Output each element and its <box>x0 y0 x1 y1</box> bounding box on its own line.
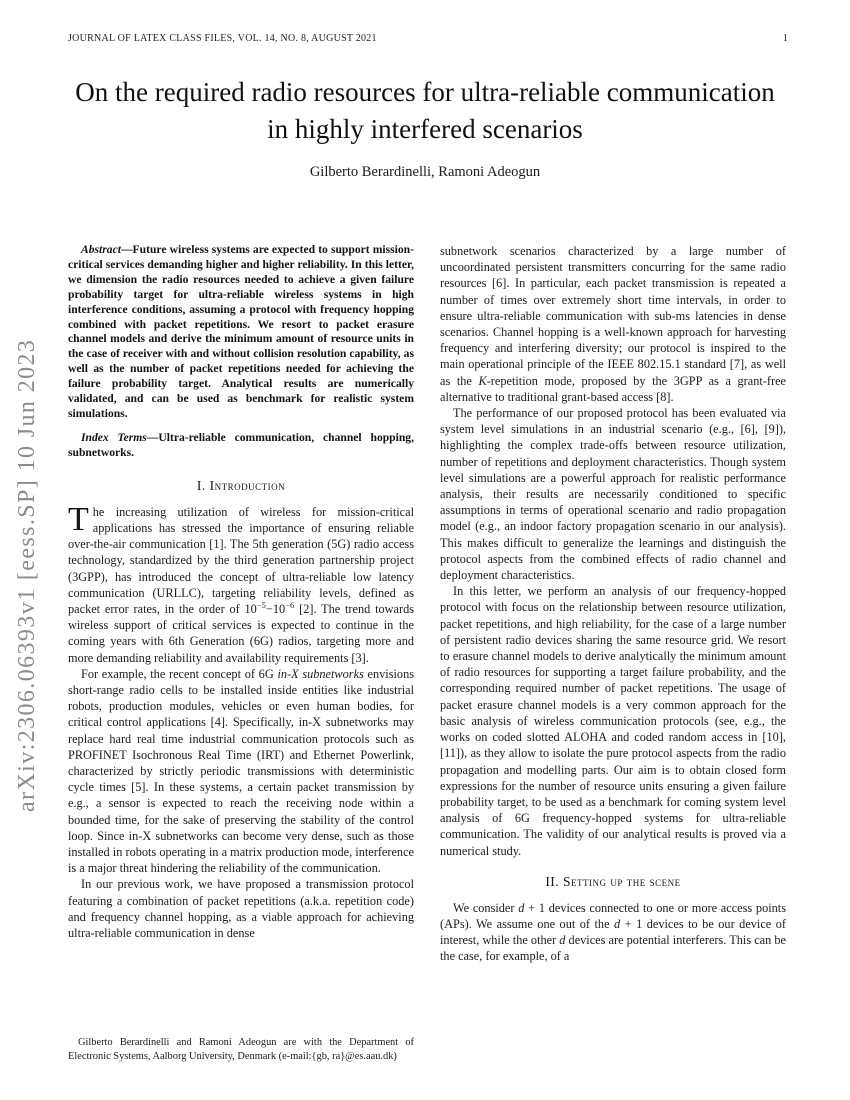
author-footnote: Gilberto Berardinelli and Ramoni Adeogun are with the Department of Electronic Systems, Aalborg University, Denmark (e-mail:{gb, ra}@es.aau.dk) <box>68 1037 414 1062</box>
paragraph-intro-3: In our previous work, we have proposed a transmission protocol featuring a combination of packet repetitions (a.k.a. repetition code) and frequency channel hopping, as a viable approach for achieving ultra-reliable communication in dense <box>68 877 414 940</box>
two-column-body <box>68 243 786 1065</box>
page-number: 1 <box>782 33 788 44</box>
index-terms <box>68 431 414 461</box>
paragraph-scene-1: We consider d + 1 devices connected to one or more access points (APs). We assume one out of the d + 1 devices to be our device of interest, while the other d devices are potential interferers. This can be the case, for example, of a <box>440 900 787 964</box>
paragraph-intro-5: The performance of our proposed protocol has been evaluated via system level simulations in an industrial scenario (e.g., [6], [9]), highlighting the complex trade-offs between resource utilization, number of repetitions and deployment characteristics. Though system level simulations are a powerful approach for realistic performance analysis, their results are necessarily conditioned to specific assumptions in terms of operational scenario and radio propagation model (e.g., an indoor factory propagation scenario in our analysis). This makes difficult to generalize the learnings and distinguish the protocol aspects from the combined effects of radio channel and deployment characteristics. <box>440 406 786 583</box>
abstract-label: Abstract <box>81 243 121 256</box>
right-column <box>440 243 786 1065</box>
title-block <box>0 74 850 181</box>
section-heading-introduction: I. Introduction <box>196 477 286 493</box>
abstract-text: —Future wireless systems are expected to support mission-critical services demanding higher and higher reliability. In this letter, we dimension the radio resources needed to achieve a given failure probability target for ultra-reliable wireless systems in high interference conditions, assuming a protocol with frequency hopping combined with packet repetitions. We resort to packet erasure channel models and derive the minimum amount of resource units in the case of receiver with and without collision resolution capability, as well as the number of packet repetitions needed for achieving the failure probability target. Analytical results are numerically validated, and can be used as benchmark for realistic system simulations. <box>68 243 414 420</box>
abstract <box>68 243 414 422</box>
journal-name: JOURNAL OF LATEX CLASS FILES, VOL. 14, NO. 8, AUGUST 2021 <box>68 33 377 44</box>
paragraph-intro-1-text: he increasing utilization of wireless for mission-critical applications has stressed the importance of ensuring reliable over-the-air communication [1]. The 5th generation (5G) radio access technology, standardized by the third generation partnership project (3GPP), has introduced the concept of ultra-reliable low latency communication (URLLC), targeting reliability levels, defined as packet error rates, in the order of $10^{-5}-10^{-6}$ [2]. The trend towards wireless support of critical services is expected to continue in the coming years with 6th Generation (6G) radios, targeting more and more demanding reliability and availability requirements [3]. <box>68 504 414 665</box>
index-terms-text: —Ultra-reliable communication, channel hopping, subnetworks. <box>68 430 414 459</box>
index-terms-label: Index Terms <box>81 430 147 444</box>
running-header <box>68 33 788 44</box>
paragraph-intro-1 <box>68 500 414 666</box>
paragraph-intro-6: In this letter, we perform an analysis of our frequency-hopped protocol with focus on the relationship between resource utilization, packet repetitions, and high reliability, for the case of a large number of persistent radio devices sharing the same resource grid. We resort to erasure channel models to derive analytically the minimum amount of radio resources for supporting a target failure probability, and the corresponding required number of packet repetitions. The usage of packet erasure channel models is a very common approach for the basic analysis of wireless communication protocols (see, e.g., the works on coded slotted ALOHA and coded random access in [10], [11]), as they allow to isolate the pure protocol aspects from the radio propagation and modelling parts. Our aim is to obtain closed form expressions for the number of resource units ensuring a given failure probability target, to be used as a benchmark for coming system level analysis of 6G frequency-hopped systems for ultra-reliable communication. The validity of our analytical results is proved via a numerical study. <box>440 584 786 858</box>
drop-cap: T <box>68 500 89 538</box>
paper-title: On the required radio resources for ultra-reliable communication in highly interfered scenarios <box>75 77 775 145</box>
arxiv-watermark: arXiv:2306.06393v1 [eess.SP] 10 Jun 2023 <box>14 338 40 812</box>
left-column <box>68 243 414 1065</box>
paragraph-intro-2: For example, the recent concept of 6G in-X subnetworks envisions short-range radio cells to be installed inside entities like industrial robots, production modules, vehicles or even human bodies, for critical control applications [4]. Specifically, in-X subnetworks may replace hard real time industrial communication protocols such as PROFINET Isochronous Real Time (IRT) and Ethernet Powerlink, characterized by strictly periodic transmissions with deterministic cycle times [5]. In these systems, a certain packet transmission by e.g., a sensor is expected to reach the receiving node within a bounded time, for the sake of preserving the stability of the control loop. Since in-X subnetworks can become very dense, such as those installed in robots operating in a matrix production mode, interference is a major threat hindering the reliability of the communication. <box>68 666 415 876</box>
paper-authors: Gilberto Berardinelli, Ramoni Adeogun <box>309 163 541 180</box>
paragraph-intro-4: subnetwork scenarios characterized by a large number of uncoordinated persistent transmitters concurring for the same radio resources [6]. In particular, each packet transmission is repeated a number of times over extremely short time intervals, in order to ensure ultra-reliable communication with sub-ms latencies in dense scenarios. Channel hopping is a well-known approach for harvesting frequency and interfering diversity; our protocol is inspired to the main operational principle of the IEEE 802.15.1 standard [7], as well as the K-repetition mode, proposed by the 3GPP as a grant-free alternative to traditional grant-based access [8]. <box>440 244 786 404</box>
section-heading-setting-up-the-scene: II. Setting up the scene <box>545 873 681 889</box>
